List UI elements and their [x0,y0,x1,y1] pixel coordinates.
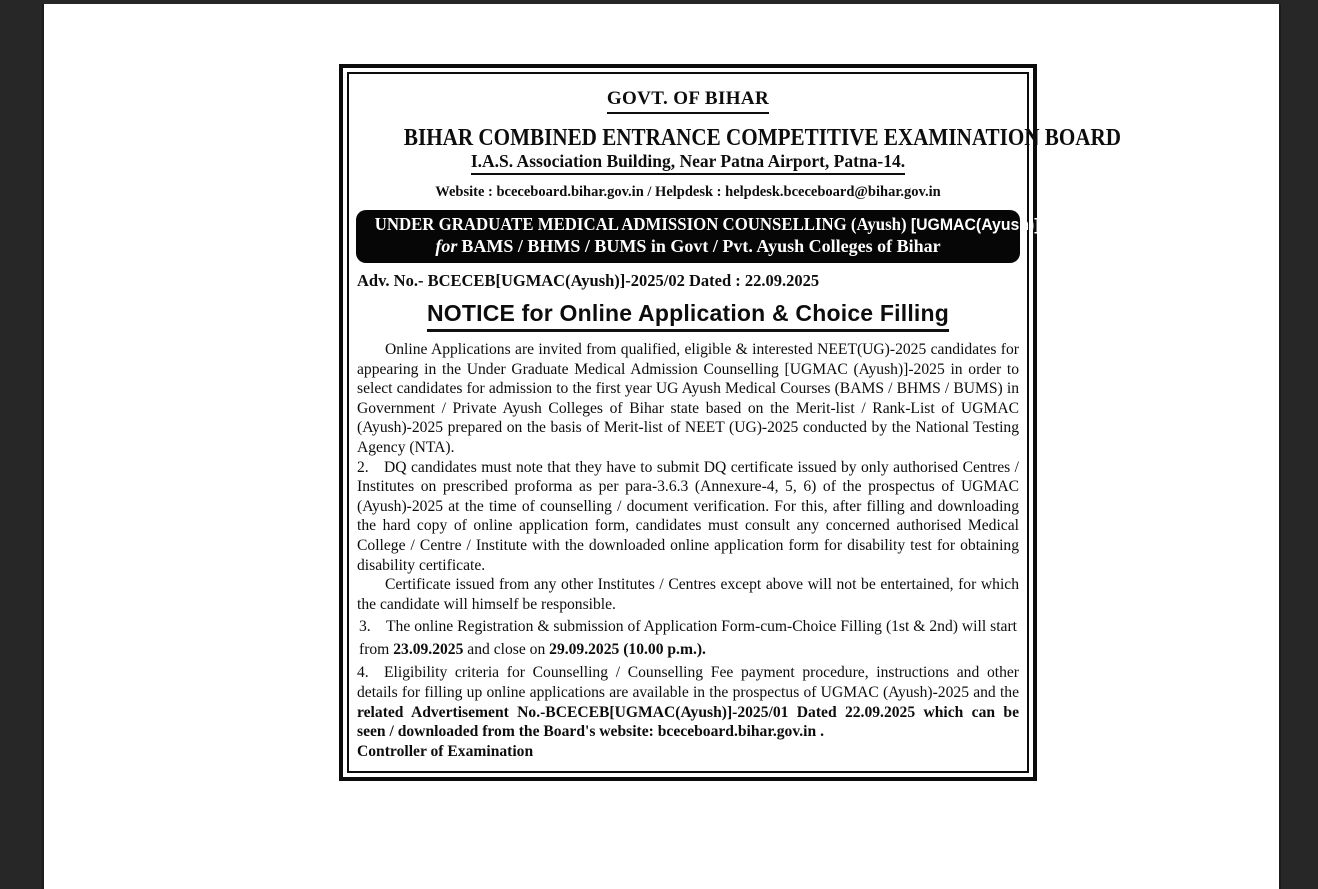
related-advertisement: related Advertisement No.-BCECEB[UGMAC(Ayush)]-2025/01 Dated 22.09.2025 which can be seen / downloaded from the Board's website: bceceboard.bihar.gov.in . [357,703,1019,741]
notice-document-frame [339,64,1122,781]
banner-line-2: for BAMS / BHMS / BUMS in Govt / Pvt. Ayush Colleges of Bihar [435,236,941,256]
item-number: 3. [359,618,371,636]
website-helpdesk-line: Website : bceceboard.bihar.gov.in / Helpdesk : helpdesk.bceceboard@bihar.gov.in [435,184,941,200]
ugmac-tag: [UGMAC(Ayush)]-2025 [910,216,1081,234]
item-number: 4. [357,664,369,682]
notice-document [347,72,1122,773]
paragraph-4: 4. Eligibility criteria for Counselling / Counselling Fee payment procedure, instructions and other details for filling up online applications are available in the prospectus of UGMAC (Ayush)-2025 and the related Advertisement No.-BCECEB[UGMAC(Ayush)]-2025/01 Dated 22.09.2025 which can be seen / downloaded from the Board's website: bceceboard.bihar.gov.in . [357,664,1019,741]
banner-line-1: UNDER GRADUATE MEDICAL ADMISSION COUNSELLING (Ayush) [UGMAC(Ayush)]-2025 [374,214,1081,234]
close-date: 29.09.2025 (10.00 p.m.). [549,640,706,658]
signature-controller: Controller of Examination [357,742,534,760]
board-name: BIHAR COMBINED ENTRANCE COMPETITIVE EXAMINATION BOARD [403,125,1122,151]
start-date: 23.09.2025 [393,640,464,658]
paragraph-certificate: Certificate issued from any other Institutes / Centres except above will not be entertained, for which the candidate will himself be responsible. [357,576,1019,613]
paragraph-2: 2. DQ candidates must note that they have to submit DQ certificate issued by only authorised Centres / Institutes on prescribed proforma as per para-3.6.3 (Annexure-4, 5, 6) of the prospectus of UGMAC (Ayush)-2025 at the time of counselling / document verification. For this, after filling and downloading the hard copy of online application form, candidates must consult any concerned authorised Medical College / Centre / Institute with the downloaded online application form for disability test for obtaining disability certificate. [357,458,1019,574]
board-address: I.A.S. Association Building, Near Patna Airport, Patna-14. [355,151,1021,175]
govt-title: GOVT. OF BIHAR [355,88,1021,114]
notice-body [357,340,1019,761]
document-page [44,4,1279,889]
paragraph-3: 3. The online Registration & submission of Application Form-cum-Choice Filling (1st & 2nd) will start from 23.09.2025 and close on 29.09.2025 (10.00 p.m.). [359,618,1017,658]
paragraph-1: Online Applications are invited from qualified, eligible & interested NEET(UG)-2025 candidates for appearing in the Under Graduate Medical Admission Counselling [UGMAC (Ayush)]-2025 in order to select candidates for admission to the first year UG Ayush Medical Courses (BAMS / BHMS / BUMS) in Government / Private Ayush Colleges of Bihar state based on the Merit-list / Rank-List of UGMAC (Ayush)-2025 prepared on the basis of Merit-list of NEET (UG)-2025 conducted by the National Testing Agency (NTA). [357,341,1019,456]
item-number: 2. [357,458,369,476]
counselling-banner [356,210,1081,263]
notice-heading: NOTICE for Online Application & Choice Filling [355,300,1021,332]
advertisement-number-line: Adv. No.- BCECEB[UGMAC(Ayush)]-2025/02 Dated : 22.09.2025 [357,271,820,290]
